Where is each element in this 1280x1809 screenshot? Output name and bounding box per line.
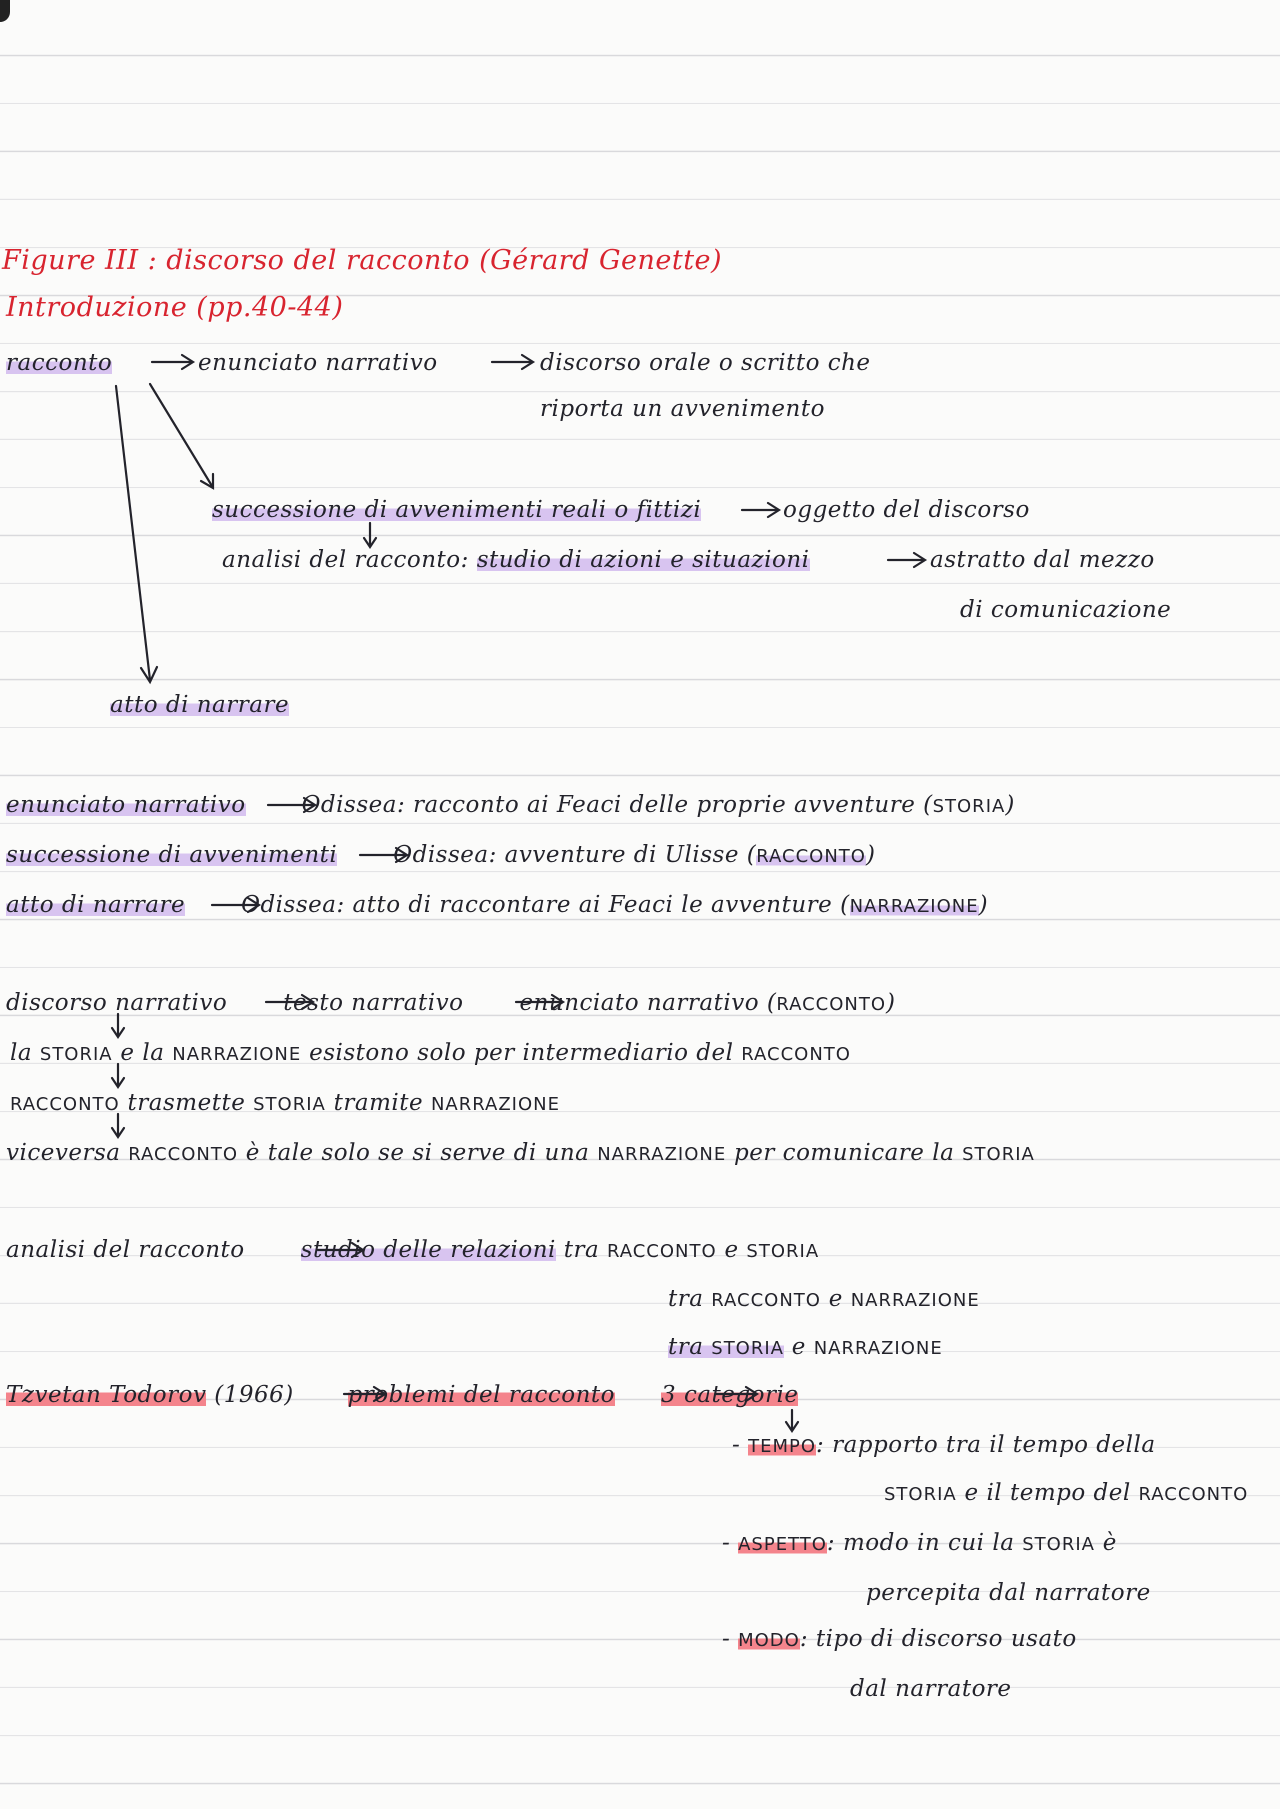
arrow-successione-analisi bbox=[364, 523, 376, 547]
arrow-racconto-atto bbox=[116, 386, 157, 682]
arrow-racconto-enunciato bbox=[152, 355, 193, 369]
category-aspetto: - ASPETTO: modo in cui la STORIA è bbox=[722, 1530, 1117, 1556]
arrow-problemi-categorie bbox=[716, 1387, 757, 1401]
odissea-row-2: successione di avvenimenti Odissea: avventure di Ulisse (RACCONTO) bbox=[6, 842, 876, 868]
analisi-relazioni-row-2: tra RACCONTO e NARRAZIONE bbox=[668, 1286, 980, 1312]
arrow-todorov-problemi bbox=[344, 1387, 385, 1401]
analisi-relazioni-row-1: analisi del racconto studio delle relazioni tra RACCONTO e STORIA bbox=[6, 1237, 820, 1263]
narrative-chain-line-3: RACCONTO trasmette STORIA tramite NARRAZIONE bbox=[10, 1090, 560, 1116]
narrative-chain-line-4: viceversa RACCONTO è tale solo se si serve di una NARRAZIONE per comunicare la STORIA bbox=[6, 1140, 1035, 1166]
arrow-odissea-2 bbox=[360, 848, 407, 862]
narrative-chain-line-1: discorso narrativo testo narrativo enunciato narrativo (RACCONTO) bbox=[6, 990, 896, 1016]
successione-oggetto: oggetto del discorso bbox=[783, 497, 1030, 523]
odissea-row-1: enunciato narrativo Odissea: racconto ai Feaci delle proprie avventure (STORIA) bbox=[6, 792, 1015, 818]
term-racconto: racconto bbox=[6, 350, 113, 376]
arrow-successione-oggetto bbox=[742, 503, 779, 517]
arrow-down-3 bbox=[112, 1114, 124, 1137]
arrow-odissea-3 bbox=[212, 898, 259, 912]
arrow-analisi-studio bbox=[318, 1243, 363, 1257]
arrow-down-1 bbox=[112, 1014, 124, 1037]
term-successione: successione di avvenimenti reali o fittizi bbox=[212, 497, 702, 523]
arrow-categorie-down bbox=[786, 1410, 798, 1431]
narrative-chain-line-2: la STORIA e la NARRAZIONE esistono solo per intermediario del RACCONTO bbox=[10, 1040, 851, 1066]
arrow-racconto-successione bbox=[150, 384, 213, 488]
arrow-down-2 bbox=[112, 1064, 124, 1087]
astratto-line2: di comunicazione bbox=[960, 597, 1172, 623]
category-aspetto-line2: percepita dal narratore bbox=[866, 1580, 1151, 1606]
category-modo-line2: dal narratore bbox=[850, 1676, 1012, 1702]
odissea-row-3: atto di narrare Odissea: atto di raccontare ai Feaci le avventure (NARRAZIONE) bbox=[6, 892, 989, 918]
arrow-chain-2 bbox=[516, 995, 563, 1009]
term-atto: atto di narrare bbox=[110, 692, 290, 718]
term-enunciato: enunciato narrativo bbox=[198, 350, 438, 376]
definition-line2: riporta un avvenimento bbox=[540, 396, 825, 422]
arrow-chain-1 bbox=[266, 995, 313, 1009]
analisi-line: analisi del racconto: studio di azioni e situazioni bbox=[222, 547, 810, 573]
arrow-odissea-1 bbox=[268, 798, 315, 812]
analisi-relazioni-row-3: tra STORIA e NARRAZIONE bbox=[668, 1334, 943, 1360]
arrow-enunciato-discorso bbox=[492, 355, 533, 369]
todorov-row: Tzvetan Todorov (1966) problemi del racconto 3 categorie bbox=[6, 1382, 799, 1408]
definition-line1: discorso orale o scritto che bbox=[540, 350, 871, 376]
category-modo: - MODO: tipo di discorso usato bbox=[722, 1626, 1077, 1652]
page-subtitle: Introduzione (pp.40-44) bbox=[6, 292, 344, 323]
category-tempo: - TEMPO: rapporto tra il tempo della bbox=[732, 1432, 1156, 1458]
category-tempo-line2: STORIA e il tempo del RACCONTO bbox=[884, 1480, 1249, 1506]
astratto-line1: astratto dal mezzo bbox=[930, 547, 1155, 573]
page-title: Figure III : discorso del racconto (Gérard Genette) bbox=[2, 245, 723, 276]
arrow-analisi-astratto bbox=[888, 553, 925, 567]
